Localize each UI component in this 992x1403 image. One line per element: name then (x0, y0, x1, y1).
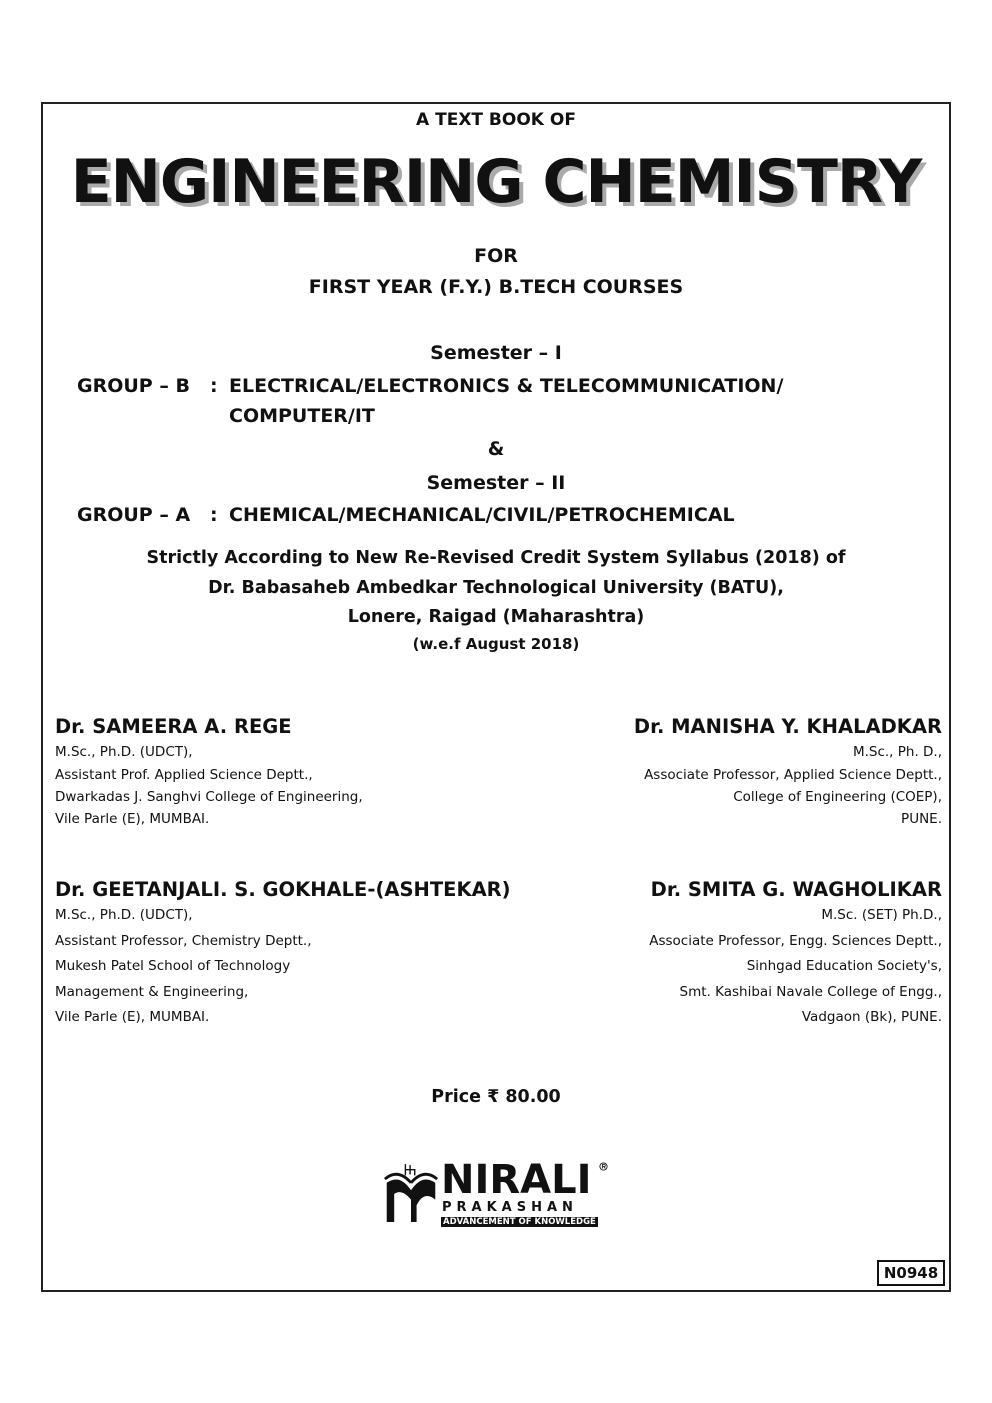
publisher-sub: PRAKASHAN (442, 1200, 578, 1215)
author-line: Assistant Professor, Chemistry Deptt., (55, 933, 312, 949)
author-line: Vadgaon (Bk), PUNE. (801, 1009, 942, 1025)
publisher-tagline: ADVANCEMENT OF KNOWLEDGE (443, 1217, 596, 1227)
publisher-logo (383, 1157, 608, 1228)
author-line: College of Engineering (COEP), (733, 789, 942, 805)
group-b-line2: COMPUTER/IT (229, 405, 375, 427)
price: Price ₹ 80.00 (431, 1087, 561, 1107)
author-line: Associate Professor, Engg. Sciences Deptt., (649, 933, 942, 949)
ampersand: & (487, 438, 505, 460)
book-emblem-icon (383, 1160, 439, 1228)
author-name: Dr. SMITA G. WAGHOLIKAR (650, 878, 942, 901)
syllabus-line: Dr. Babasaheb Ambedkar Technological University (BATU), (208, 578, 784, 598)
author-line: Management & Engineering, (55, 984, 249, 1000)
group-a-colon: : (210, 504, 218, 526)
group-b-line1: ELECTRICAL/ELECTRONICS & TELECOMMUNICATION/ (229, 375, 784, 397)
semester-2: Semester – II (426, 472, 566, 494)
publisher-name: NIRALI (441, 1157, 592, 1203)
syllabus-line: Strictly According to New Re-Revised Credit System Syllabus (2018) of (146, 548, 846, 568)
author-line: Assistant Prof. Applied Science Deptt., (55, 767, 313, 783)
registered-icon (599, 1162, 608, 1171)
semester-1: Semester – I (430, 342, 562, 364)
author-line: Dwarkadas J. Sanghvi College of Engineering, (55, 789, 363, 805)
course-label: FIRST YEAR (F.Y.) B.TECH COURSES (308, 276, 684, 298)
author-line: Sinhgad Education Society's, (746, 958, 942, 974)
book-title: ENGINEERING CHEMISTRY (70, 147, 922, 217)
book-code: N0948 (877, 1260, 945, 1286)
group-a-line1: CHEMICAL/MECHANICAL/CIVIL/PETROCHEMICAL (229, 504, 735, 526)
author-line: M.Sc., Ph.D. (UDCT), (55, 907, 193, 923)
group-b-label: GROUP – B (77, 375, 190, 397)
for-label: FOR (474, 245, 518, 267)
author-line: M.Sc., Ph.D. (UDCT), (55, 744, 193, 760)
syllabus-date: (w.e.f August 2018) (412, 635, 580, 653)
syllabus-line: Lonere, Raigad (Maharashtra) (347, 607, 645, 627)
author-line: Smt. Kashibai Navale College of Engg., (679, 984, 942, 1000)
author-name: Dr. GEETANJALI. S. GOKHALE-(ASHTEKAR) (55, 878, 511, 901)
group-a-label: GROUP – A (77, 504, 191, 526)
author-name: Dr. SAMEERA A. REGE (55, 715, 292, 738)
author-line: Associate Professor, Applied Science Deptt., (644, 767, 942, 783)
group-b-colon: : (210, 375, 218, 397)
pretitle: A TEXT BOOK OF (416, 110, 576, 130)
author-line: M.Sc. (SET) Ph.D., (821, 907, 942, 923)
author-line: Vile Parle (E), MUMBAI. (55, 811, 210, 827)
author-line: Vile Parle (E), MUMBAI. (55, 1009, 210, 1025)
author-line: M.Sc., Ph. D., (852, 744, 942, 760)
author-line: Mukesh Patel School of Technology (55, 958, 291, 974)
author-line: PUNE. (901, 811, 942, 827)
author-name: Dr. MANISHA Y. KHALADKAR (633, 715, 942, 738)
